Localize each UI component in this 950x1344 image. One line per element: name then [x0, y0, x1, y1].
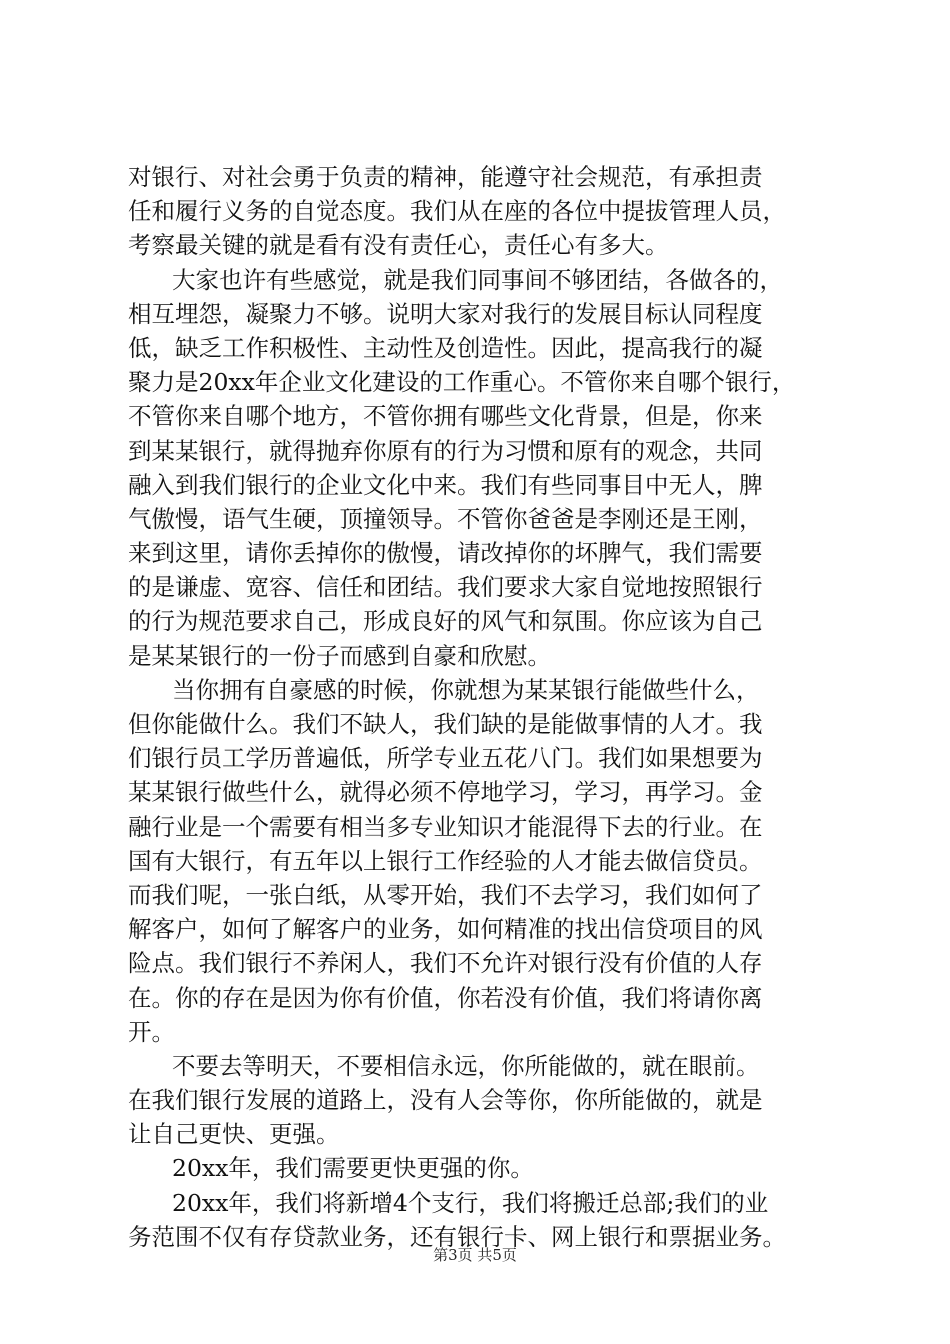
page-footer: 第3页 共5页	[433, 1246, 517, 1264]
text-line: 解客户，如何了解客户的业务，如何精准的找出信贷项目的风	[128, 915, 763, 944]
text-line: 聚力是20xx年企业文化建设的工作重心。不管你来自哪个银行，	[128, 368, 796, 397]
text-line: 务范围不仅有存贷款业务，还有银行卡、网上银行和票据业务。	[128, 1222, 786, 1251]
text-line: 们银行员工学历普遍低，所学专业五花八门。我们如果想要为	[128, 744, 763, 773]
text-line: 某某银行做些什么，就得必须不停地学习，学习，再学习。金	[128, 778, 763, 807]
text-line: 的是谦虚、宽容、信任和团结。我们要求大家自觉地按照银行	[128, 573, 763, 602]
text-line: 开。	[128, 1017, 175, 1046]
text-line: 让自己更快、更强。	[128, 1120, 340, 1149]
body-text	[128, 160, 838, 1254]
paragraph-first-line: 当你拥有自豪感的时候，你就想为某某银行能做些什么，	[172, 675, 760, 704]
text-line: 融入到我们银行的企业文化中来。我们有些同事目中无人，脾	[128, 470, 763, 499]
paragraph-first-line: 20xx年，我们需要更快更强的你。	[172, 1154, 534, 1183]
text-line: 国有大银行，有五年以上银行工作经验的人才能去做信贷员。	[128, 846, 763, 875]
paragraph-first-line: 大家也许有些感觉，就是我们同事间不够团结，各做各的，	[172, 265, 783, 294]
text-line: 来到这里，请你丢掉你的傲慢，请改掉你的坏脾气，我们需要	[128, 539, 763, 568]
text-line: 对银行、对社会勇于负责的精神，能遵守社会规范，有承担责	[128, 163, 763, 191]
text-line: 在我们银行发展的道路上，没有人会等你，你所能做的，就是	[128, 1086, 763, 1115]
paragraph-first-line: 20xx年，我们将新增4个支行，我们将搬迁总部;我们的业	[172, 1188, 769, 1217]
paragraph-first-line: 不要去等明天，不要相信永远，你所能做的，就在眼前。	[172, 1051, 760, 1080]
text-line: 险点。我们银行不养闲人，我们不允许对银行没有价值的人存	[128, 949, 763, 978]
text-line: 但你能做什么。我们不缺人，我们缺的是能做事情的人才。我	[128, 710, 763, 738]
text-line: 到某某银行，就得抛弃你原有的行为习惯和原有的观念，共同	[128, 436, 763, 465]
text-line: 任和履行义务的自觉态度。我们从在座的各位中提拔管理人员，	[128, 197, 786, 226]
text-line: 融行业是一个需要有相当多专业知识才能混得下去的行业。在	[128, 812, 763, 841]
text-line: 在。你的存在是因为你有价值，你若没有价值，我们将请你离	[128, 983, 763, 1012]
text-line: 的行为规范要求自己，形成良好的风气和氛围。你应该为自己	[128, 607, 763, 636]
text-line: 低，缺乏工作积极性、主动性及创造性。因此，提高我行的凝	[128, 333, 763, 362]
text-line: 相互埋怨，凝聚力不够。说明大家对我行的发展目标认同程度	[128, 299, 763, 328]
text-line: 而我们呢，一张白纸，从零开始，我们不去学习，我们如何了	[128, 880, 763, 909]
text-line: 气傲慢，语气生硬，顶撞领导。不管你爸爸是李刚还是王刚，	[128, 504, 763, 533]
text-line: 不管你来自哪个地方，不管你拥有哪些文化背景，但是，你来	[128, 402, 763, 431]
text-line: 是某某银行的一份子而感到自豪和欣慰。	[128, 641, 551, 670]
text-line: 考察最关键的就是看有没有责任心，责任心有多大。	[128, 231, 669, 260]
